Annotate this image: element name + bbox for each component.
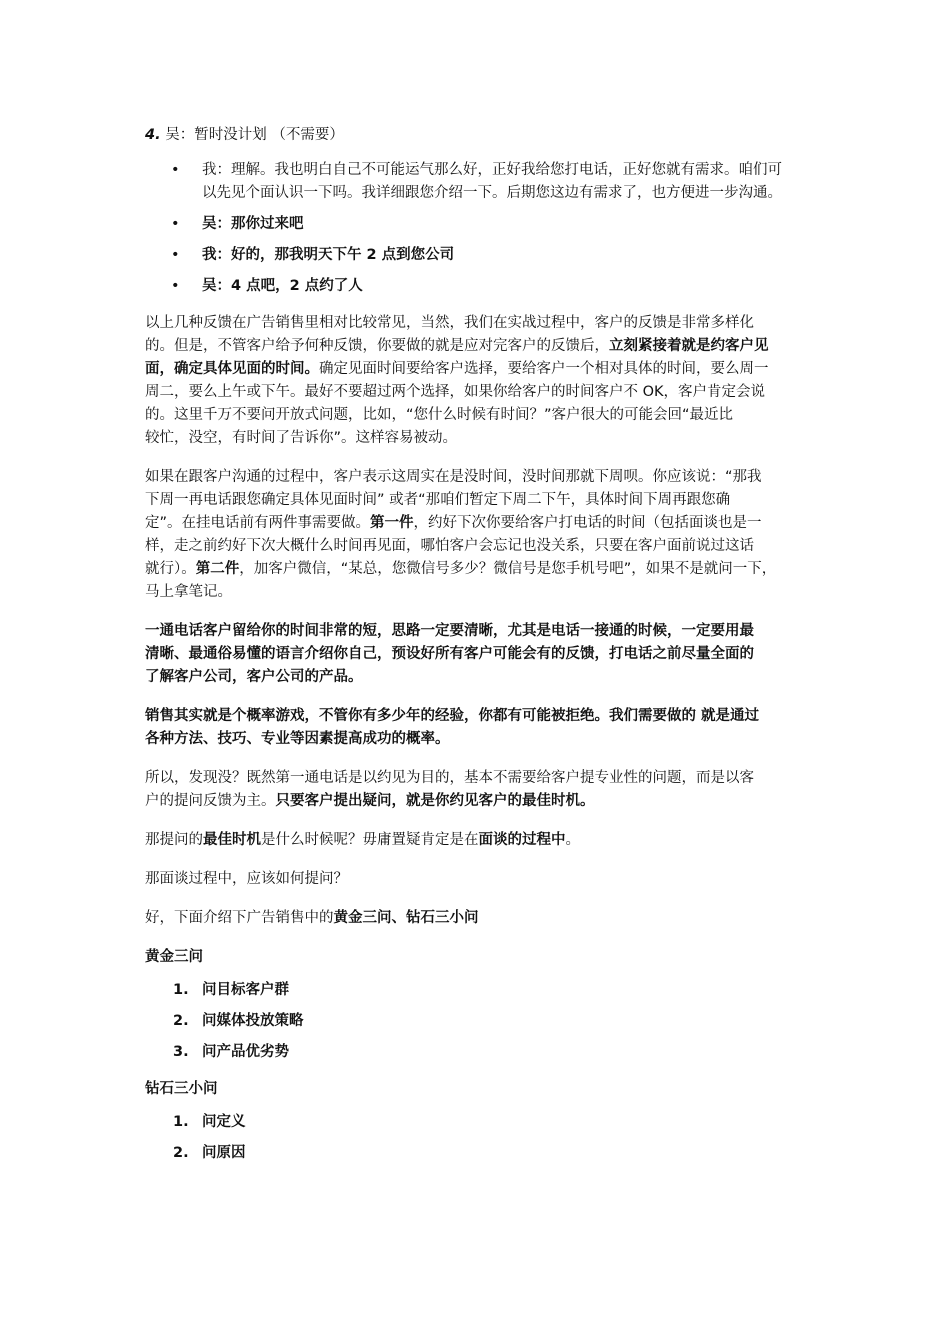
text-run: 的。但是，不管客户给予何种反馈，你要做的就是应对完客户的反馈后， — [145, 338, 609, 354]
dialog-list — [145, 159, 813, 298]
text-run: ，加客户微信，“某总，您微信号多少？微信号是您手机号吧”，如果不是就问一下， — [239, 561, 777, 577]
emphasis-text: 第二件 — [195, 561, 240, 577]
diamond-questions-list — [145, 1111, 813, 1165]
text-line: 所以，发现没？既然第一通电话是以约见为目的，基本不需要给客户提专业性的问题，而是以客 — [145, 770, 754, 786]
paragraph-call-tips — [145, 620, 813, 689]
text-line: 的。这里千万不要问开放式问题，比如，“您什么时候有时间？”客户很大的可能会回“最近比 — [145, 407, 734, 423]
item-number: 2. — [173, 1145, 189, 1161]
item-text: 问定义 — [202, 1114, 246, 1130]
item-text: 问原因 — [202, 1145, 246, 1161]
dialog-item — [145, 244, 813, 267]
paragraph-timing — [145, 767, 813, 813]
list-item — [145, 1010, 813, 1033]
paragraph-how-to-ask: 那面谈过程中，应该如何提问？ — [145, 871, 348, 887]
dialog-line: 以先见个面认识一下吗。我详细跟您介绍一下。后期您这边有需求了，也方便进一步沟通。 — [202, 185, 782, 201]
text-line: 如果在跟客户沟通的过程中，客户表示这周实在是没时间，没时间那就下周呗。你应该说：“那我 — [145, 469, 762, 485]
emphasis-text: 立刻紧接着就是约客户见 — [609, 338, 769, 354]
text-line: 一通电话客户留给你的时间非常的短，思路一定要清晰，尤其是电话一接通的时候，一定要用最 — [145, 623, 754, 639]
text-run: 是什么时候呢？毋庸置疑肯定是在 — [261, 832, 479, 848]
text-line: 较忙，没空，有时间了告诉你”。这样容易被动。 — [145, 430, 458, 446]
emphasis-text: 面，确定具体见面的时间。 — [145, 361, 319, 377]
text-line — [145, 512, 813, 535]
list-item — [145, 979, 813, 1002]
text-line: 周二，要么上午或下午。最好不要超过两个选择，如果你给客户的时间客户不 OK，客户肯定会说 — [145, 384, 766, 400]
dialog-item — [145, 159, 813, 205]
item-text: 问产品优劣势 — [202, 1044, 289, 1060]
paragraph-probability — [145, 705, 813, 751]
text-line: 样，走之前约好下次大概什么时间再见面，哪怕客户会忘记也没关系，只要在客户面前说过这话 — [145, 538, 754, 554]
section-title: 吴：暂时没计划 （不需要） — [165, 127, 344, 143]
text-run: ，约好下次你要给客户打电话的时间（包括面谈也是一 — [413, 515, 762, 531]
paragraph-feedback — [145, 312, 813, 450]
text-run: 户的提问反馈为主。 — [145, 793, 276, 809]
paragraph-best-time — [145, 829, 813, 852]
bullet-icon: • — [171, 216, 180, 232]
dialog-line: 吴：那你过来吧 — [202, 216, 304, 232]
text-run: 定”。在挂电话前有两件事需要做。 — [145, 515, 371, 531]
dialog-item — [145, 275, 813, 298]
document-page — [145, 124, 813, 1179]
diamond-questions-title: 钻石三小问 — [145, 1081, 218, 1097]
bullet-icon: • — [171, 278, 180, 294]
item-number: 1. — [173, 1114, 189, 1130]
item-text: 问媒体投放策略 — [202, 1013, 304, 1029]
emphasis-text: 黄金三问、钻石三小问 — [333, 910, 479, 926]
item-number: 1. — [173, 982, 189, 998]
golden-questions-title: 黄金三问 — [145, 949, 203, 965]
text-run: 好，下面介绍下广告销售中的 — [145, 910, 334, 926]
section-number: 4. — [145, 127, 161, 143]
golden-questions-list — [145, 979, 813, 1064]
text-line: 销售其实就是个概率游戏，不管你有多少年的经验，你都有可能被拒绝。我们需要做的 就是通过 — [145, 708, 760, 724]
text-run: 那提问的 — [145, 832, 203, 848]
text-line — [145, 790, 813, 813]
text-line: 下周一再电话跟您确定具体见面时间” 或者“那咱们暂定下周二下午，具体时间下周再跟您确 — [145, 492, 731, 508]
bullet-icon: • — [171, 247, 180, 263]
section-heading — [145, 124, 813, 147]
list-item — [145, 1041, 813, 1064]
bullet-icon: • — [171, 162, 180, 178]
item-number: 3. — [173, 1044, 189, 1060]
text-line: 以上几种反馈在广告销售里相对比较常见，当然，我们在实战过程中，客户的反馈是非常多样化 — [145, 315, 754, 331]
dialog-line: 我：好的，那我明天下午 2 点到您公司 — [202, 247, 455, 263]
text-run: 。 — [565, 832, 580, 848]
text-run: 就行）。 — [145, 561, 196, 577]
text-run: 确定见面时间要给客户选择，要给客户一个相对具体的时间，要么周一 — [319, 361, 769, 377]
dialog-item — [145, 213, 813, 236]
text-line — [145, 558, 813, 581]
dialog-line: 吴：4 点吧，2 点约了人 — [202, 278, 363, 294]
emphasis-text: 最佳时机 — [203, 832, 261, 848]
list-item — [145, 1111, 813, 1134]
item-text: 问目标客户群 — [202, 982, 289, 998]
text-line: 清晰、最通俗易懂的语言介绍你自己，预设好所有客户可能会有的反馈，打电话之前尽量全面的 — [145, 646, 754, 662]
paragraph-next-week — [145, 466, 813, 604]
emphasis-text: 只要客户提出疑问，就是你约见客户的最佳时机。 — [275, 793, 595, 809]
dialog-line: 我：理解。我也明白自己不可能运气那么好，正好我给您打电话，正好您就有需求。咱们可 — [202, 162, 782, 178]
emphasis-text: 面谈的过程中 — [478, 832, 566, 848]
item-number: 2. — [173, 1013, 189, 1029]
text-line — [145, 335, 813, 358]
text-line: 各种方法、技巧、专业等因素提高成功的概率。 — [145, 731, 450, 747]
paragraph-intro — [145, 907, 813, 930]
text-line: 了解客户公司，客户公司的产品。 — [145, 669, 363, 685]
text-line: 马上拿笔记。 — [145, 584, 232, 600]
text-line — [145, 358, 813, 381]
emphasis-text: 第一件 — [370, 515, 414, 531]
list-item — [145, 1142, 813, 1165]
